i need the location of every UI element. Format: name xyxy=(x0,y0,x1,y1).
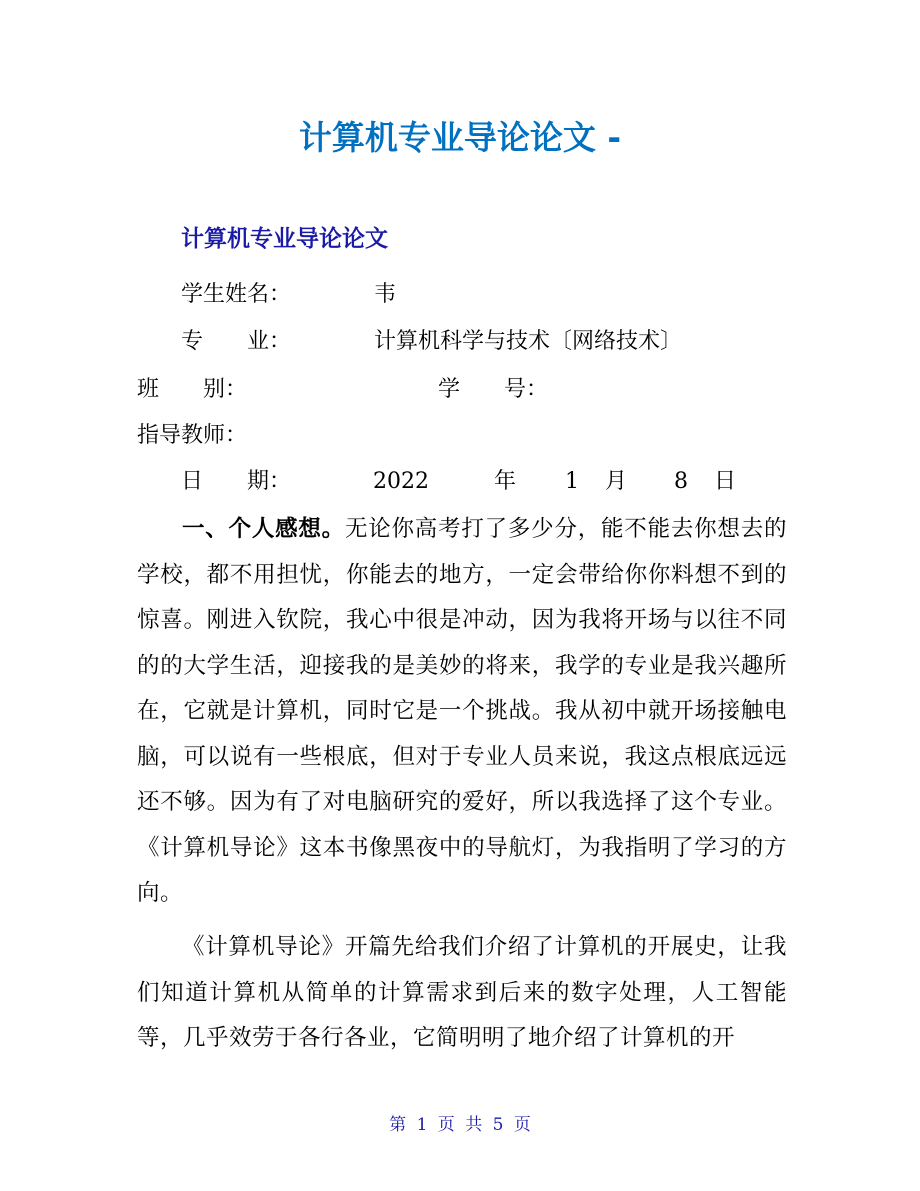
advisor-label: 指导教师： xyxy=(137,423,248,448)
name-label: 学生姓名： xyxy=(181,282,292,307)
paragraph-personal-thoughts xyxy=(137,507,787,917)
major-value: 计算机科学与技术〔网络技术〕 xyxy=(374,329,683,354)
date-label: 日 期： xyxy=(181,469,292,494)
section-heading: 一、个人感想。 xyxy=(182,516,345,542)
date-month: 1 xyxy=(565,469,579,494)
date-month-unit: 月 xyxy=(605,469,628,494)
student-no-label: 学 号： xyxy=(438,377,549,402)
name-value: 韦 xyxy=(374,282,397,307)
date-year: 2022 xyxy=(373,469,429,494)
major-label: 专 业： xyxy=(181,329,292,354)
paragraph-intro-book: 《计算机导论》开篇先给我们介绍了计算机的开展史，让我们知道计算机从简单的计算需求到后来的数字处理，人工智能等，几乎效劳于各行各业，它简明明了地介绍了计算机的开 xyxy=(137,934,787,1051)
document-subtitle: 计算机专业导论论文 xyxy=(181,226,388,252)
paragraph-1-text: 无论你高考打了多少分，能不能去你想去的学校，都不用担忧，你能去的地方，一定会带给你你料想不到的惊喜。刚进入钦院，我心中很是冲动，因为我将开场与以往不同的的大学生活，迎接我的是美妙的将来，我学的专业是我兴趣所在，它就是计算机，同时它是一个挑战。我从初中就开场接触电脑，可以说有一些根底，但对于专业人员来说，我这点根底远远还不够。因为有了对电脑研究的爱好，所以我选择了这个专业。《计算机导论》这本书像黑夜中的导航灯，为我指明了学习的方向。 xyxy=(137,516,787,906)
class-label: 班 别： xyxy=(137,377,248,402)
date-year-unit: 年 xyxy=(494,469,517,494)
date-day: 8 xyxy=(674,469,688,494)
page-footer: 第 1 页 共 5 页 xyxy=(389,1115,531,1135)
date-day-unit: 日 xyxy=(714,469,737,494)
document-title: 计算机专业导论论文 - xyxy=(298,118,622,157)
